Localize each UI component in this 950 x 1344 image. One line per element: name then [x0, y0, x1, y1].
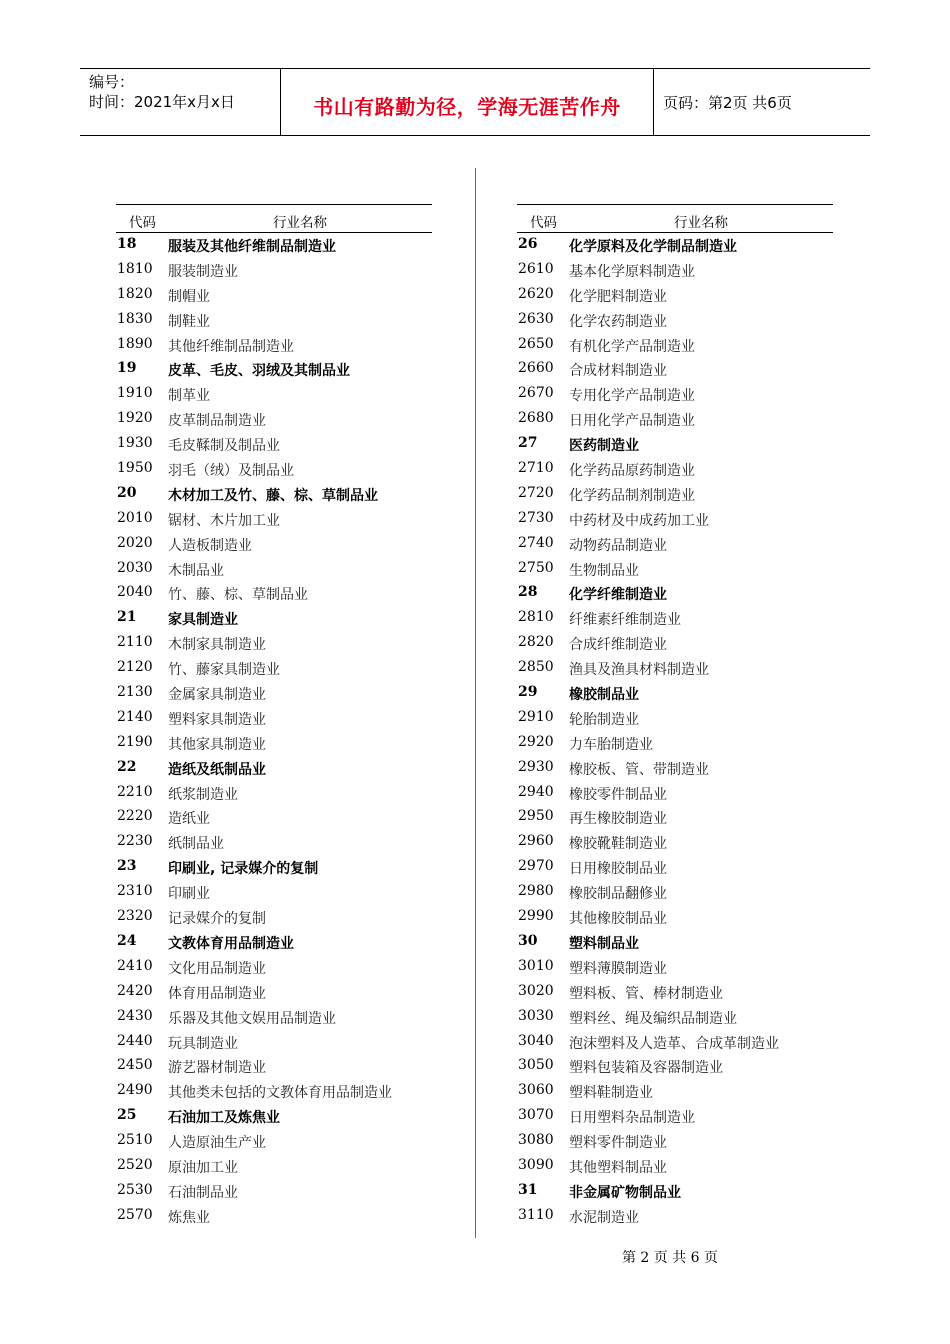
- table-row: [517, 656, 833, 681]
- table-row: [517, 1104, 833, 1129]
- industry-name: 有机化学产品制造业: [569, 338, 695, 355]
- industry-name: 日用橡胶制品业: [569, 861, 667, 878]
- table-row: [116, 1129, 432, 1154]
- industry-code: 3060: [518, 1082, 554, 1099]
- industry-name: 医药制造业: [569, 438, 639, 455]
- category-row: [116, 930, 432, 955]
- industry-code: 3110: [518, 1206, 554, 1223]
- table-row: [116, 980, 432, 1005]
- table-header: [517, 204, 833, 233]
- industry-code: 2810: [518, 609, 554, 626]
- table-row: [517, 905, 833, 930]
- industry-name: 原油加工业: [168, 1159, 238, 1176]
- industry-name: 造纸及纸制品业: [168, 761, 266, 778]
- industry-name: 合成材料制造业: [569, 363, 667, 380]
- industry-code: 2930: [518, 758, 554, 775]
- category-row: [517, 1179, 833, 1204]
- page-header: [80, 68, 870, 136]
- industry-name: 服装及其他纤维制品制造业: [168, 239, 336, 255]
- table-row: [517, 557, 833, 582]
- industry-name: 塑料家具制造业: [168, 711, 266, 728]
- industry-code: 3050: [518, 1057, 554, 1074]
- industry-name: 纸浆制造业: [168, 786, 238, 803]
- column-header-name: 行业名称: [273, 215, 327, 231]
- industry-code: 1820: [117, 285, 153, 302]
- industry-name: 纤维素纤维制造业: [569, 612, 681, 629]
- column-header-name: 行业名称: [674, 215, 728, 231]
- table-row: [116, 631, 432, 656]
- table-row: [116, 1179, 432, 1204]
- industry-name: 塑料薄膜制造业: [569, 960, 667, 977]
- industry-name: 其他家具制造业: [168, 736, 266, 753]
- industry-code: 2990: [518, 908, 554, 925]
- industry-code: 2950: [518, 808, 554, 825]
- header-meta: [80, 69, 281, 135]
- industry-name: 木材加工及竹、藤、棕、草制品业: [168, 487, 378, 504]
- table-row: [116, 1005, 432, 1030]
- table-row: [116, 830, 432, 855]
- table-row: [517, 407, 833, 432]
- industry-code: 2510: [117, 1132, 153, 1149]
- table-row: [116, 781, 432, 806]
- table-row: [116, 706, 432, 731]
- industry-code: 2980: [518, 883, 554, 900]
- category-row: [116, 855, 432, 880]
- industry-code: 2420: [117, 982, 153, 999]
- industry-name: 动物药品制造业: [569, 537, 667, 554]
- table-row: [517, 1030, 833, 1055]
- category-row: [517, 581, 833, 606]
- industry-code: 2490: [117, 1082, 153, 1099]
- category-row: [116, 482, 432, 507]
- table-row: [517, 830, 833, 855]
- industry-name: 塑料包装箱及容器制造业: [569, 1060, 723, 1077]
- industry-code: 1920: [117, 410, 153, 427]
- table-row: [116, 557, 432, 582]
- industry-code: 2630: [518, 310, 554, 327]
- industry-name: 制革业: [168, 388, 210, 405]
- industry-name: 化学肥料制造业: [569, 288, 667, 305]
- industry-name: 服装制造业: [168, 263, 238, 280]
- industry-name: 专用化学产品制造业: [569, 388, 695, 405]
- industry-name: 基本化学原料制造业: [569, 263, 695, 280]
- industry-name: 木制家具制造业: [168, 637, 266, 654]
- industry-code: 2230: [117, 833, 153, 850]
- table-row: [116, 1079, 432, 1104]
- industry-name: 再生橡胶制造业: [569, 811, 667, 828]
- industry-name: 非金属矿物制品业: [569, 1184, 681, 1201]
- table-row: [116, 507, 432, 532]
- industry-code: 2140: [117, 708, 153, 725]
- industry-code: 19: [117, 360, 137, 377]
- table-row: [517, 308, 833, 333]
- industry-name: 其他橡胶制品业: [569, 911, 667, 928]
- industry-code: 2440: [117, 1032, 153, 1049]
- industry-table-left: [116, 204, 432, 1229]
- industry-name: 橡胶靴鞋制造业: [569, 836, 667, 853]
- page-footer: 第 2 页 共 6 页: [621, 1250, 719, 1266]
- industry-code: 3080: [518, 1132, 554, 1149]
- industry-code: 2970: [518, 858, 554, 875]
- industry-name: 橡胶零件制品业: [569, 786, 667, 803]
- table-row: [116, 382, 432, 407]
- industry-code: 2820: [518, 634, 554, 651]
- category-row: [116, 606, 432, 631]
- table-row: [517, 1079, 833, 1104]
- industry-code: 27: [518, 435, 538, 452]
- industry-code: 2710: [518, 460, 554, 477]
- table-row: [517, 357, 833, 382]
- industry-name: 纸制品业: [168, 836, 224, 853]
- table-row: [517, 706, 833, 731]
- industry-name: 合成纤维制造业: [569, 637, 667, 654]
- table-row: [517, 457, 833, 482]
- industry-code: 2530: [117, 1181, 153, 1198]
- category-row: [517, 681, 833, 706]
- industry-code: 22: [117, 758, 137, 775]
- industry-code: 1890: [117, 335, 153, 352]
- table-row: [517, 955, 833, 980]
- category-row: [517, 432, 833, 457]
- industry-code: 2730: [518, 509, 554, 526]
- industry-code: 2110: [117, 634, 153, 651]
- industry-name: 造纸业: [168, 811, 210, 828]
- industry-code: 2720: [518, 484, 554, 501]
- industry-code: 2680: [518, 410, 554, 427]
- industry-code: 1910: [117, 385, 153, 402]
- table-row: [116, 955, 432, 980]
- industry-code: 25: [117, 1107, 137, 1124]
- industry-code: 2620: [518, 285, 554, 302]
- industry-code: 20: [117, 484, 137, 501]
- industry-name: 文教体育用品制造业: [168, 935, 294, 952]
- industry-name: 皮革制品制造业: [168, 413, 266, 430]
- industry-code: 2130: [117, 684, 153, 701]
- table-row: [116, 1030, 432, 1055]
- table-row: [116, 532, 432, 557]
- industry-name: 印刷业: [168, 886, 210, 903]
- industry-name: 石油加工及炼焦业: [168, 1110, 280, 1127]
- industry-name: 乐器及其他文娱用品制造业: [168, 1010, 336, 1027]
- category-row: [116, 756, 432, 781]
- industry-code: 2210: [117, 783, 153, 800]
- industry-code: 2850: [518, 659, 554, 676]
- table-row: [116, 656, 432, 681]
- industry-code: 2410: [117, 957, 153, 974]
- table-row: [517, 283, 833, 308]
- table-row: [517, 631, 833, 656]
- category-row: [116, 1104, 432, 1129]
- industry-code: 2650: [518, 335, 554, 352]
- table-row: [517, 532, 833, 557]
- table-body: [116, 233, 432, 1229]
- industry-name: 记录媒介的复制: [168, 911, 266, 928]
- table-row: [517, 1129, 833, 1154]
- industry-code: 2430: [117, 1007, 153, 1024]
- industry-code: 2570: [117, 1206, 153, 1223]
- industry-code: 26: [518, 236, 538, 252]
- industry-name: 化学原料及化学制品制造业: [569, 239, 737, 255]
- industry-code: 24: [117, 932, 137, 949]
- table-row: [116, 1154, 432, 1179]
- industry-name: 游艺器材制造业: [168, 1060, 266, 1077]
- table-row: [116, 407, 432, 432]
- industry-name: 橡胶制品翻修业: [569, 886, 667, 903]
- industry-code: 2750: [518, 559, 554, 576]
- industry-code: 2030: [117, 559, 153, 576]
- table-row: [116, 681, 432, 706]
- table-row: [116, 283, 432, 308]
- table-row: [517, 1054, 833, 1079]
- table-row: [517, 1154, 833, 1179]
- industry-name: 其他塑料制品业: [569, 1159, 667, 1176]
- industry-name: 制鞋业: [168, 313, 210, 330]
- industry-name: 皮革、毛皮、羽绒及其制品业: [168, 363, 350, 380]
- industry-code: 3030: [518, 1007, 554, 1024]
- industry-code: 2610: [518, 260, 554, 277]
- table-row: [116, 581, 432, 606]
- industry-code: 2120: [117, 659, 153, 676]
- industry-name: 木制品业: [168, 562, 224, 579]
- category-row: [517, 930, 833, 955]
- table-row: [116, 905, 432, 930]
- industry-code: 2740: [518, 534, 554, 551]
- industry-name: 水泥制造业: [569, 1209, 639, 1226]
- industry-name: 中药材及中成药加工业: [569, 512, 709, 529]
- table-row: [517, 855, 833, 880]
- industry-code: 1810: [117, 260, 153, 277]
- industry-name: 塑料丝、绳及编织品制造业: [569, 1010, 737, 1027]
- industry-name: 竹、藤家具制造业: [168, 662, 280, 679]
- table-row: [517, 333, 833, 358]
- industry-name: 人造板制造业: [168, 537, 252, 554]
- industry-name: 化学纤维制造业: [569, 587, 667, 604]
- industry-code: 21: [117, 609, 137, 626]
- table-row: [517, 382, 833, 407]
- column-header-code: 代码: [129, 215, 156, 231]
- industry-name: 力车胎制造业: [569, 736, 653, 753]
- serial-label: 编号：: [89, 73, 135, 91]
- industry-name: 橡胶制品业: [569, 687, 639, 704]
- industry-name: 竹、藤、棕、草制品业: [168, 587, 308, 604]
- industry-code: 1950: [117, 460, 153, 477]
- industry-name: 塑料制品业: [569, 935, 639, 952]
- industry-code: 2660: [518, 360, 554, 377]
- table-row: [116, 308, 432, 333]
- industry-table-right: [517, 204, 833, 1229]
- industry-name: 塑料板、管、棒材制造业: [569, 985, 723, 1002]
- industry-name: 塑料零件制造业: [569, 1135, 667, 1152]
- industry-name: 化学农药制造业: [569, 313, 667, 330]
- table-row: [116, 457, 432, 482]
- industry-name: 家具制造业: [168, 612, 238, 629]
- industry-code: 2910: [518, 708, 554, 725]
- industry-code: 30: [518, 932, 538, 949]
- industry-name: 渔具及渔具材料制造业: [569, 662, 709, 679]
- table-row: [116, 731, 432, 756]
- industry-name: 轮胎制造业: [569, 711, 639, 728]
- industry-name: 化学药品原药制造业: [569, 463, 695, 480]
- table-row: [517, 781, 833, 806]
- industry-name: 人造原油生产业: [168, 1135, 266, 1152]
- table-row: [517, 1005, 833, 1030]
- category-row: [116, 357, 432, 382]
- industry-code: 2310: [117, 883, 153, 900]
- industry-code: 1830: [117, 310, 153, 327]
- industry-code: 18: [117, 236, 137, 252]
- industry-name: 体育用品制造业: [168, 985, 266, 1002]
- industry-name: 生物制品业: [569, 562, 639, 579]
- table-row: [517, 880, 833, 905]
- industry-name: 化学药品制剂制造业: [569, 487, 695, 504]
- industry-name: 锯材、木片加工业: [168, 512, 280, 529]
- industry-code: 2020: [117, 534, 153, 551]
- industry-code: 2010: [117, 509, 153, 526]
- industry-code: 2190: [117, 733, 153, 750]
- industry-name: 印刷业, 记录媒介的复制: [168, 861, 319, 878]
- industry-code: 2520: [117, 1156, 153, 1173]
- industry-code: 2670: [518, 385, 554, 402]
- industry-name: 毛皮鞣制及制品业: [168, 438, 280, 455]
- industry-code: 2450: [117, 1057, 153, 1074]
- table-row: [116, 1054, 432, 1079]
- table-row: [517, 731, 833, 756]
- industry-code: 2960: [518, 833, 554, 850]
- industry-code: 1930: [117, 435, 153, 452]
- table-row: [517, 756, 833, 781]
- industry-name: 日用化学产品制造业: [569, 413, 695, 430]
- table-row: [517, 606, 833, 631]
- industry-name: 其他纤维制品制造业: [168, 338, 294, 355]
- category-row: [116, 233, 432, 258]
- industry-code: 23: [117, 858, 137, 875]
- industry-code: 2940: [518, 783, 554, 800]
- industry-code: 3090: [518, 1156, 554, 1173]
- table-row: [517, 507, 833, 532]
- column-header-code: 代码: [530, 215, 557, 231]
- industry-code: 2920: [518, 733, 554, 750]
- industry-name: 橡胶板、管、带制造业: [569, 761, 709, 778]
- industry-name: 石油制品业: [168, 1184, 238, 1201]
- industry-code: 3020: [518, 982, 554, 999]
- industry-name: 金属家具制造业: [168, 687, 266, 704]
- industry-code: 3040: [518, 1032, 554, 1049]
- industry-name: 塑料鞋制造业: [569, 1085, 653, 1102]
- industry-code: 2040: [117, 584, 153, 601]
- industry-code: 2220: [117, 808, 153, 825]
- industry-code: 31: [518, 1181, 538, 1198]
- industry-name: 玩具制造业: [168, 1035, 238, 1052]
- table-row: [517, 1204, 833, 1229]
- header-motto: 书山有路勤为径，学海无涯苦作舟: [281, 69, 654, 135]
- table-row: [116, 880, 432, 905]
- industry-name: 其他类未包括的文教体育用品制造业: [168, 1085, 392, 1102]
- column-divider: [475, 168, 476, 1238]
- industry-name: 文化用品制造业: [168, 960, 266, 977]
- industry-name: 制帽业: [168, 288, 210, 305]
- industry-name: 日用塑料杂品制造业: [569, 1110, 695, 1127]
- table-header: [116, 204, 432, 233]
- table-row: [116, 432, 432, 457]
- industry-code: 2320: [117, 908, 153, 925]
- table-row: [116, 1204, 432, 1229]
- table-row: [116, 805, 432, 830]
- table-body: [517, 233, 833, 1229]
- industry-name: 羽毛（绒）及制品业: [168, 463, 294, 480]
- industry-code: 3010: [518, 957, 554, 974]
- table-row: [116, 333, 432, 358]
- table-row: [517, 980, 833, 1005]
- category-row: [517, 233, 833, 258]
- industry-code: 29: [518, 684, 538, 701]
- industry-code: 28: [518, 584, 538, 601]
- table-row: [116, 258, 432, 283]
- industry-name: 炼焦业: [168, 1209, 210, 1226]
- header-page-info: 页码：第2页 共6页: [663, 93, 792, 112]
- table-row: [517, 258, 833, 283]
- industry-code: 3070: [518, 1107, 554, 1124]
- table-row: [517, 482, 833, 507]
- table-row: [517, 805, 833, 830]
- industry-name: 泡沫塑料及人造革、合成革制造业: [569, 1035, 779, 1052]
- time-label: 时间：2021年x月x日: [89, 93, 235, 111]
